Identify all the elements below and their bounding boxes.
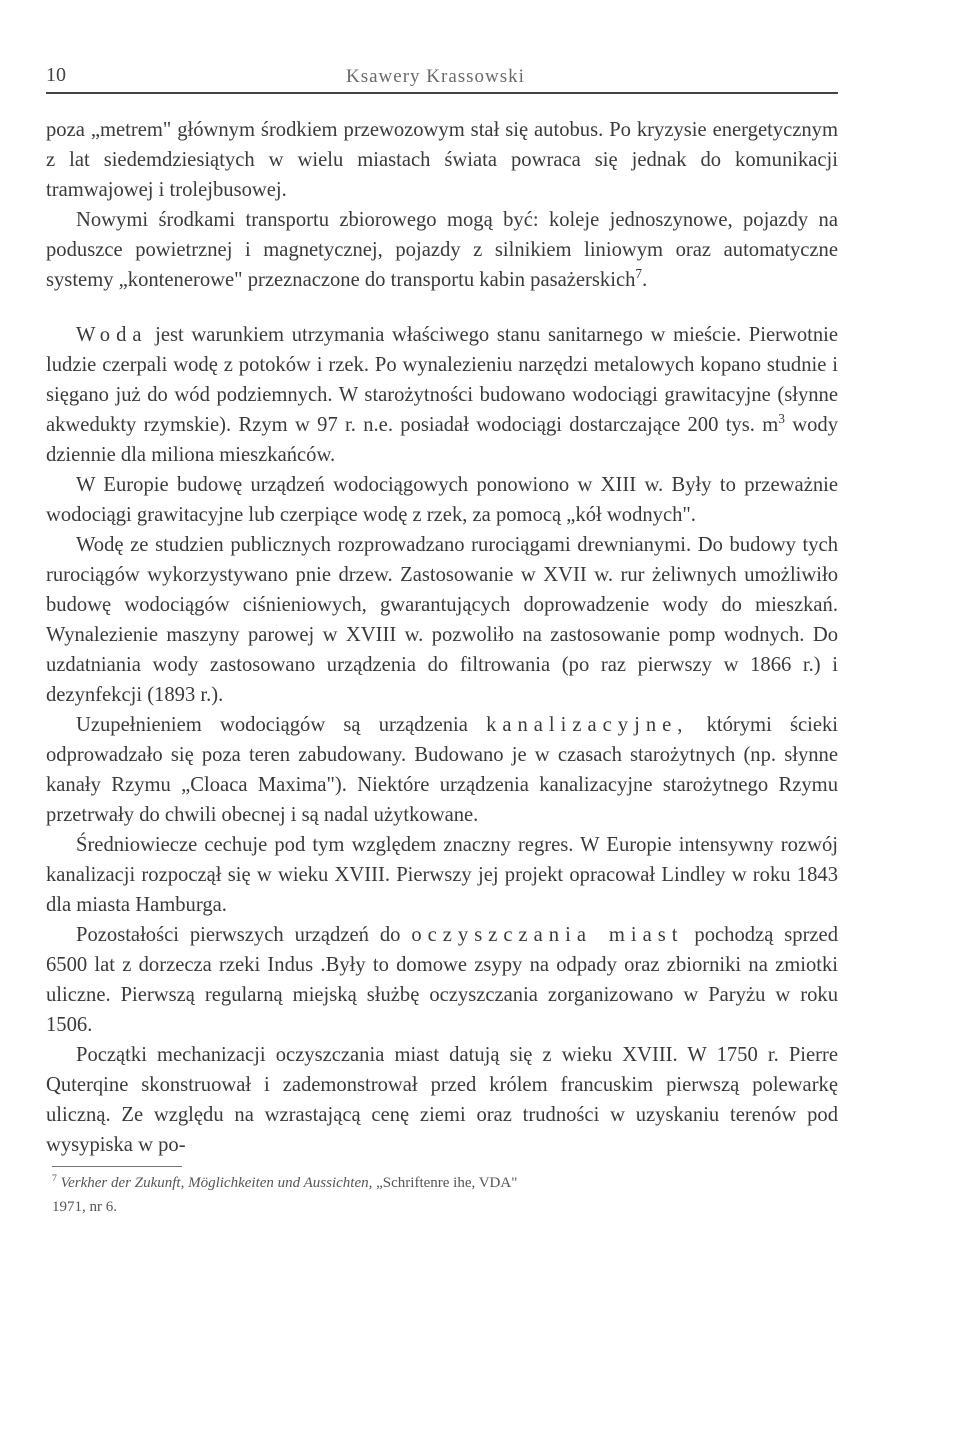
footnotes — [46, 1166, 838, 1219]
footnote-reference: 7 — [635, 266, 643, 282]
paragraph-europe-waterworks: W Europie budowę urządzeń wodociągowych ponowiono w XIII w. Były to przeważnie wodociągi grawitacyjne lub czerpiące wodę z rzek, za pomocą „kół wodnych". — [46, 474, 838, 526]
running-head — [46, 60, 838, 90]
body-text — [46, 115, 838, 1160]
paragraph-water: Woda jest warunkiem utrzymania właściwego stanu sanitarnego w mieście. Pierwotnie ludzie czerpali wodę z potoków i rzek. Po wynalezieniu narzędzi metalowych kopano studnie i sięgano już do wód podziemnych. W starożytności budowano wodociągi grawitacyjne (słynne akwedukty rzymskie). Rzym w 97 r. n.e. posiadał wodociągi dostarczające 200 tys. $m^3$ wody dziennie dla miliona mieszkańców. — [46, 324, 838, 466]
paragraph-new-transport: Nowymi środkami transportu zbiorowego mogą być: koleje jednoszynowe, pojazdy na poduszce powietrznej i magnetycznej, pojazdy z silnikiem liniowym oraz automatyczne systemy „kontenerowe" przeznaczone do transportu kabin pasażerskich$^7$. — [46, 209, 838, 291]
footnote-7 — [46, 1171, 838, 1195]
paragraph-city-cleaning: Pozostałości pierwszych urządzeń do oczyszczania miast pochodzą sprzed 6500 lat z dorzecza rzeki Indus .Były to domowe zsypy na odpady oraz zbiorniki na zmiotki uliczne. Pierwszą regularną miejską służbę oczyszczania zorganizowano w Paryżu w roku 1506. — [46, 924, 838, 1036]
spaced-term-city-cleaning: oczyszczania miast — [411, 924, 684, 946]
footnote-number: 7 — [52, 1173, 57, 1184]
superscript-cubic: 3 — [778, 411, 785, 427]
footnote-7-line2: 1971, nr 6. — [52, 1199, 117, 1215]
running-title: Ksawery Krassowski — [346, 66, 525, 87]
book-page — [46, 60, 838, 1219]
footnote-series: „Schriftenre ihe, VDA" — [372, 1175, 518, 1191]
paragraph-mechanization: Początki mechanizacji oczyszczania miast datują się z wieku XVIII. W 1750 r. Pierre Quterqine skonstruował i zademonstrował przed królem francuskim pierwszą polewarkę uliczną. Ze względu na wzrastającą cenę ziemi oraz trudności w uzyskaniu terenów pod wysypiska w po- — [46, 1044, 838, 1156]
paragraph-middle-ages: Średniowiecze cechuje pod tym względem znaczny regres. W Europie intensywny rozwój kanalizacji rozpoczął się w wieku XVIII. Pierwszy jej projekt opracował Lindley w roku 1843 dla miasta Hamburga. — [46, 834, 838, 916]
page-number: 10 — [46, 64, 66, 86]
paragraph-sewerage: Uzupełnieniem wodociągów są urządzenia kanalizacyjne, którymi ścieki odprowadzało się poza teren zabudowany. Budowano je w czasach starożytnych (np. słynne kanały Rzymu „Cloaca Maxima"). Niektóre urządzenia kanalizacyjne starożytnego Rzymu przetrwały do chwili obecnej i są nadal użytkowane. — [46, 714, 838, 826]
footnote-rule — [52, 1166, 182, 1167]
header-rule — [46, 92, 838, 94]
spaced-term-sewerage: kanalizacyjne, — [486, 714, 689, 736]
paragraph-pipelines: Wodę ze studzien publicznych rozprowadzano rurociągami drewnianymi. Do budowy tych rurociągów wykorzystywano pnie drzew. Zastosowanie w XVII w. rur żeliwnych umożliwiło budowę wodociągów ciśnieniowych, gwarantujących doprowadzenie wody do mieszkań. Wynalezienie maszyny parowej w XVIII w. pozwoliło na zastosowanie pomp wodnych. Do uzdatniania wody zastosowano urządzenia do filtrowania (po raz pierwszy w 1866 r.) i dezynfekcji (1893 r.). — [46, 534, 838, 706]
spaced-term-water: Woda — [76, 324, 148, 346]
paragraph-transport-intro: poza „metrem" głównym środkiem przewozowym stał się autobus. Po kryzysie energetycznym z lat siedemdziesiątych w wielu miastach świata powraca się jednak do komunikacji tramwajowej i trolejbusowej. — [46, 119, 838, 201]
footnote-title: Verkher der Zukunft, Möglichkeiten und Aussichten, — [60, 1175, 373, 1191]
